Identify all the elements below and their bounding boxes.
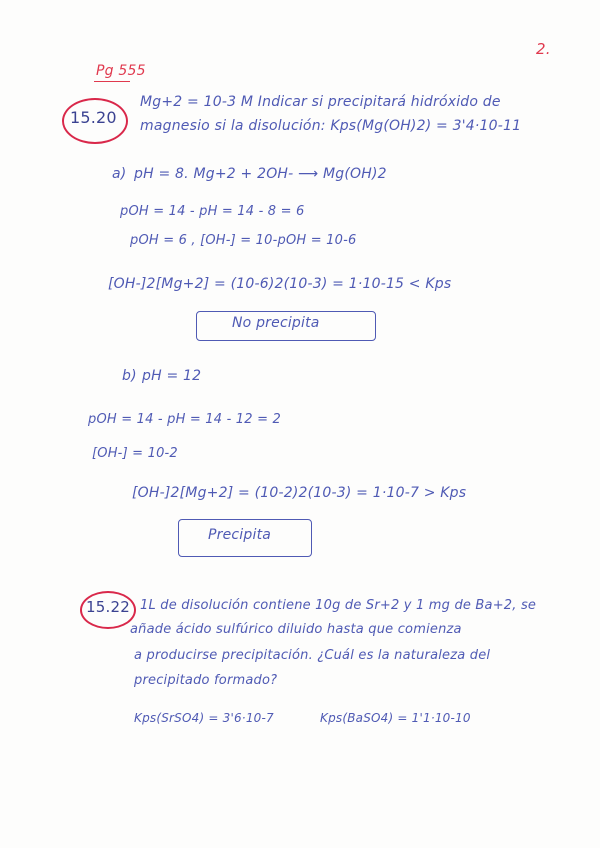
- part-a-result: No precipita: [232, 315, 320, 331]
- page-reference: Pg 555: [96, 63, 146, 79]
- part-a-line1: pH = 8. Mg+2 + 2OH- ⟶ Mg(OH)2: [134, 166, 387, 182]
- problem-1522-line2: añade ácido sulfúrico diluido hasta que comienza: [130, 622, 462, 637]
- kps-srso4: Kps(SrSO4) = 3'6·10-7: [134, 711, 274, 725]
- page-number: 2.: [536, 40, 551, 58]
- kps-baso4: Kps(BaSO4) = 1'1·10-10: [320, 711, 471, 725]
- part-a-line2: pOH = 14 - pH = 14 - 8 = 6: [120, 204, 305, 219]
- problem-1520-statement-line1: Mg+2 = 10-3 M Indicar si precipitará hidróxido de: [140, 94, 501, 110]
- problem-1522-line1: 1L de disolución contiene 10g de Sr+2 y 1 mg de Ba+2, se: [140, 598, 537, 613]
- part-b-label: b): [122, 368, 137, 384]
- problem-1520-statement-line2: magnesio si la disolución: Kps(Mg(OH)2) = 3'4·10-11: [140, 118, 522, 134]
- part-a-label: a): [112, 166, 127, 182]
- part-b-line4: [OH-]2[Mg+2] = (10-2)2(10-3) = 1·10-7 > Kps: [132, 485, 467, 501]
- page-reference-underline: [94, 81, 130, 82]
- part-b-line2: pOH = 14 - pH = 14 - 12 = 2: [88, 412, 281, 427]
- problem-1522-line3: a producirse precipitación. ¿Cuál es la naturaleza del: [134, 648, 491, 663]
- part-b-result: Precipita: [208, 527, 272, 543]
- problem-1522-number: 15.22: [86, 598, 130, 616]
- part-a-line4: [OH-]2[Mg+2] = (10-6)2(10-3) = 1·10-15 < Kps: [108, 276, 452, 292]
- problem-1522-line4: precipitado formado?: [134, 673, 278, 688]
- part-b-line1: pH = 12: [142, 368, 202, 384]
- problem-1520-number: 15.20: [70, 108, 117, 127]
- part-a-line3: pOH = 6 , [OH-] = 10-pOH = 10-6: [130, 233, 357, 248]
- part-b-line3: [OH-] = 10-2: [92, 446, 178, 461]
